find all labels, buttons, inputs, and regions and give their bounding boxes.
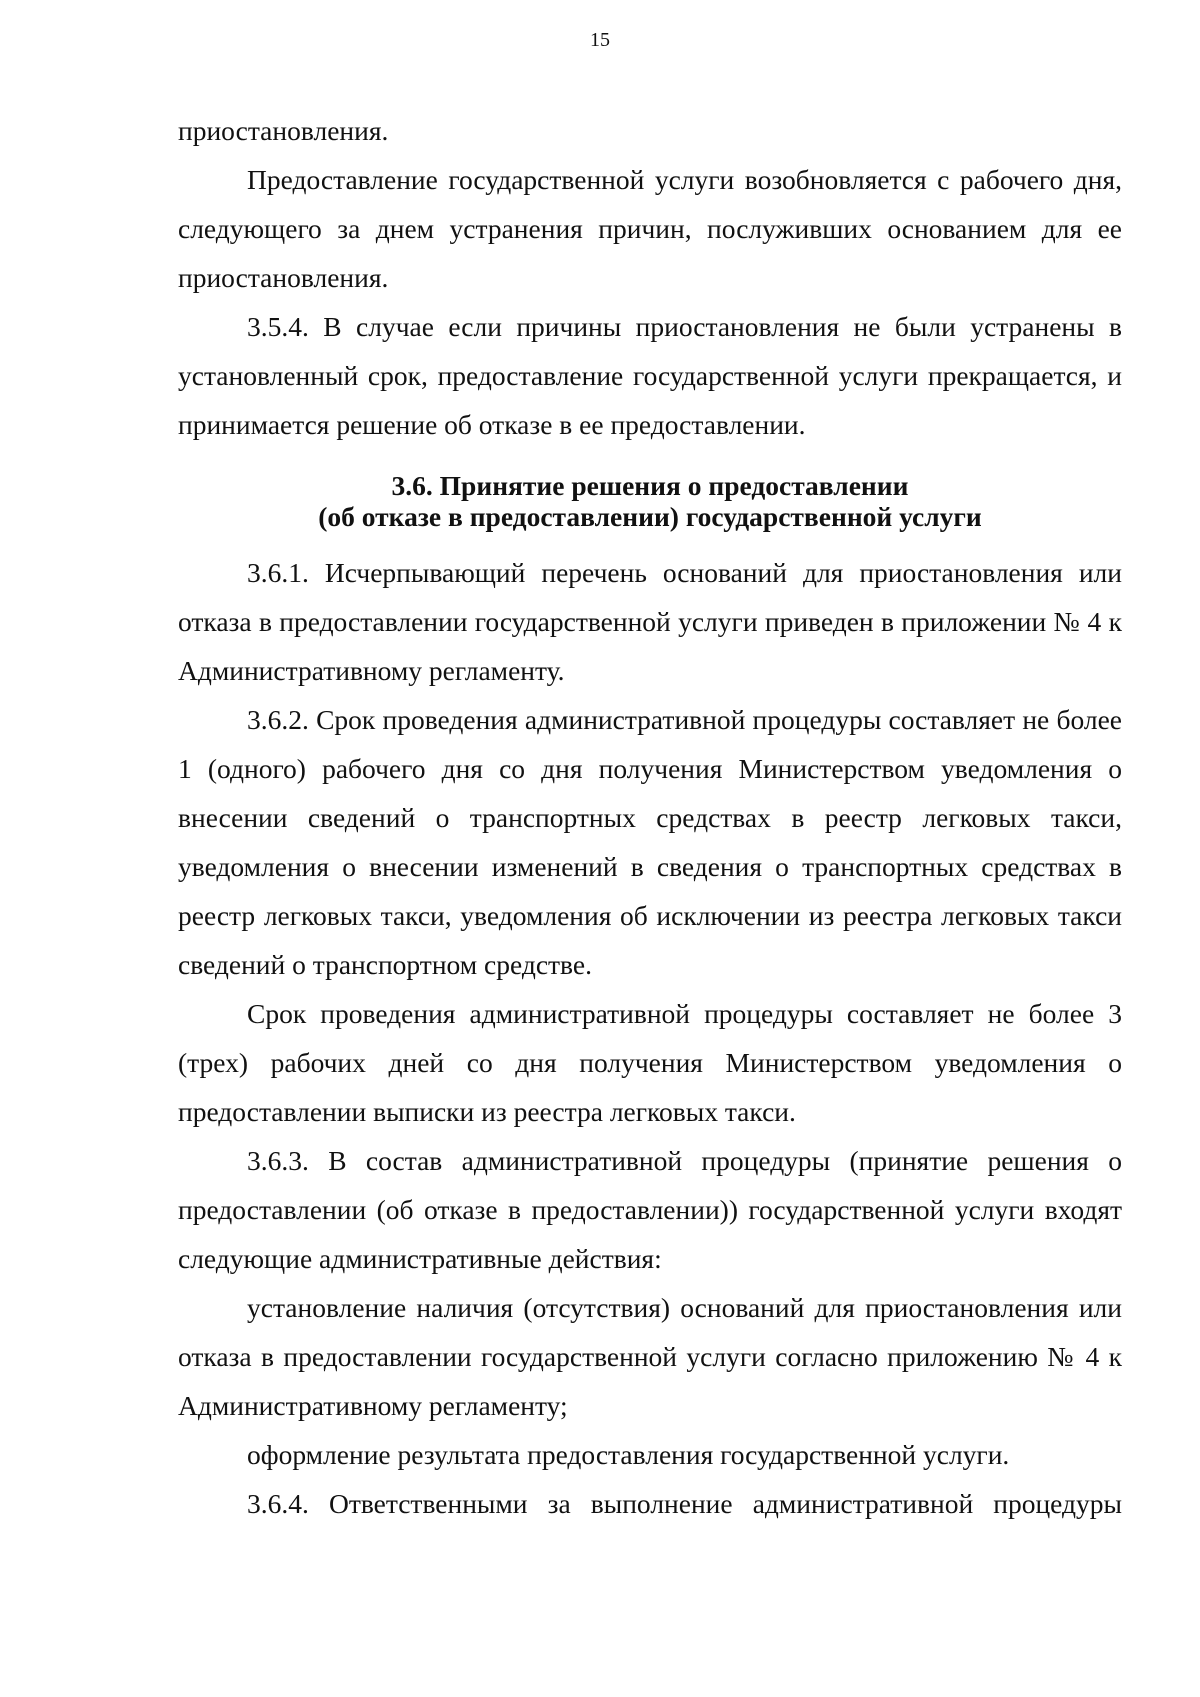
paragraph-3-6-1: 3.6.1. Исчерпывающий перечень оснований для приостановления или отказа в предоставлении государственной услуги приведен в приложении № 4 к Административному регламенту. [178, 557, 1122, 686]
paragraph: Срок проведения административной процедуры составляет не более 3 (трех) рабочих дней со дня получения Министерством уведомления о предоставлении выписки из реестра легковых такси. [178, 998, 1122, 1127]
paragraph-3-6-3: 3.6.3. В состав административной процедуры (принятие решения о предоставлении (об отказе в предоставлении)) государственной услуги входят следующие административные действия: [178, 1145, 1122, 1274]
list-item: оформление результата предоставления государственной услуги. [247, 1439, 1010, 1470]
section-heading-3-6 [178, 470, 1122, 532]
paragraph-3-5-4: 3.5.4. В случае если причины приостановления не были устранены в установленный срок, предоставление государственной услуги прекращается, и принимается решение об отказе в ее предоставлении. [178, 311, 1122, 440]
page-number: 15 [590, 29, 610, 51]
section-heading-line-2: (об отказе в предоставлении) государственной услуги [318, 501, 982, 532]
section-heading-line-1: 3.6. Принятие решения о предоставлении [391, 470, 909, 501]
paragraph-3-6-4: 3.6.4. Ответственными за выполнение административной процедуры [247, 1488, 1122, 1519]
list-item: установление наличия (отсутствия) оснований для приостановления или отказа в предоставлении государственной услуги согласно приложению № 4 к Административному регламенту; [178, 1292, 1122, 1421]
paragraph-continuation: приостановления. [178, 115, 389, 146]
paragraph: Предоставление государственной услуги возобновляется с рабочего дня, следующего за днем устранения причин, послуживших основанием для ее приостановления. [178, 164, 1122, 293]
paragraph-3-6-2: 3.6.2. Срок проведения административной процедуры составляет не более 1 (одного) рабочего дня со дня получения Министерством уведомления о внесении сведений о транспортных средствах в реестр легковых такси, уведомления о внесении изменений в сведения о транспортных средствах в реестр легковых такси, уведомления об исключении из реестра легковых такси сведений о транспортном средстве. [178, 704, 1122, 980]
document-body [178, 106, 1122, 1528]
